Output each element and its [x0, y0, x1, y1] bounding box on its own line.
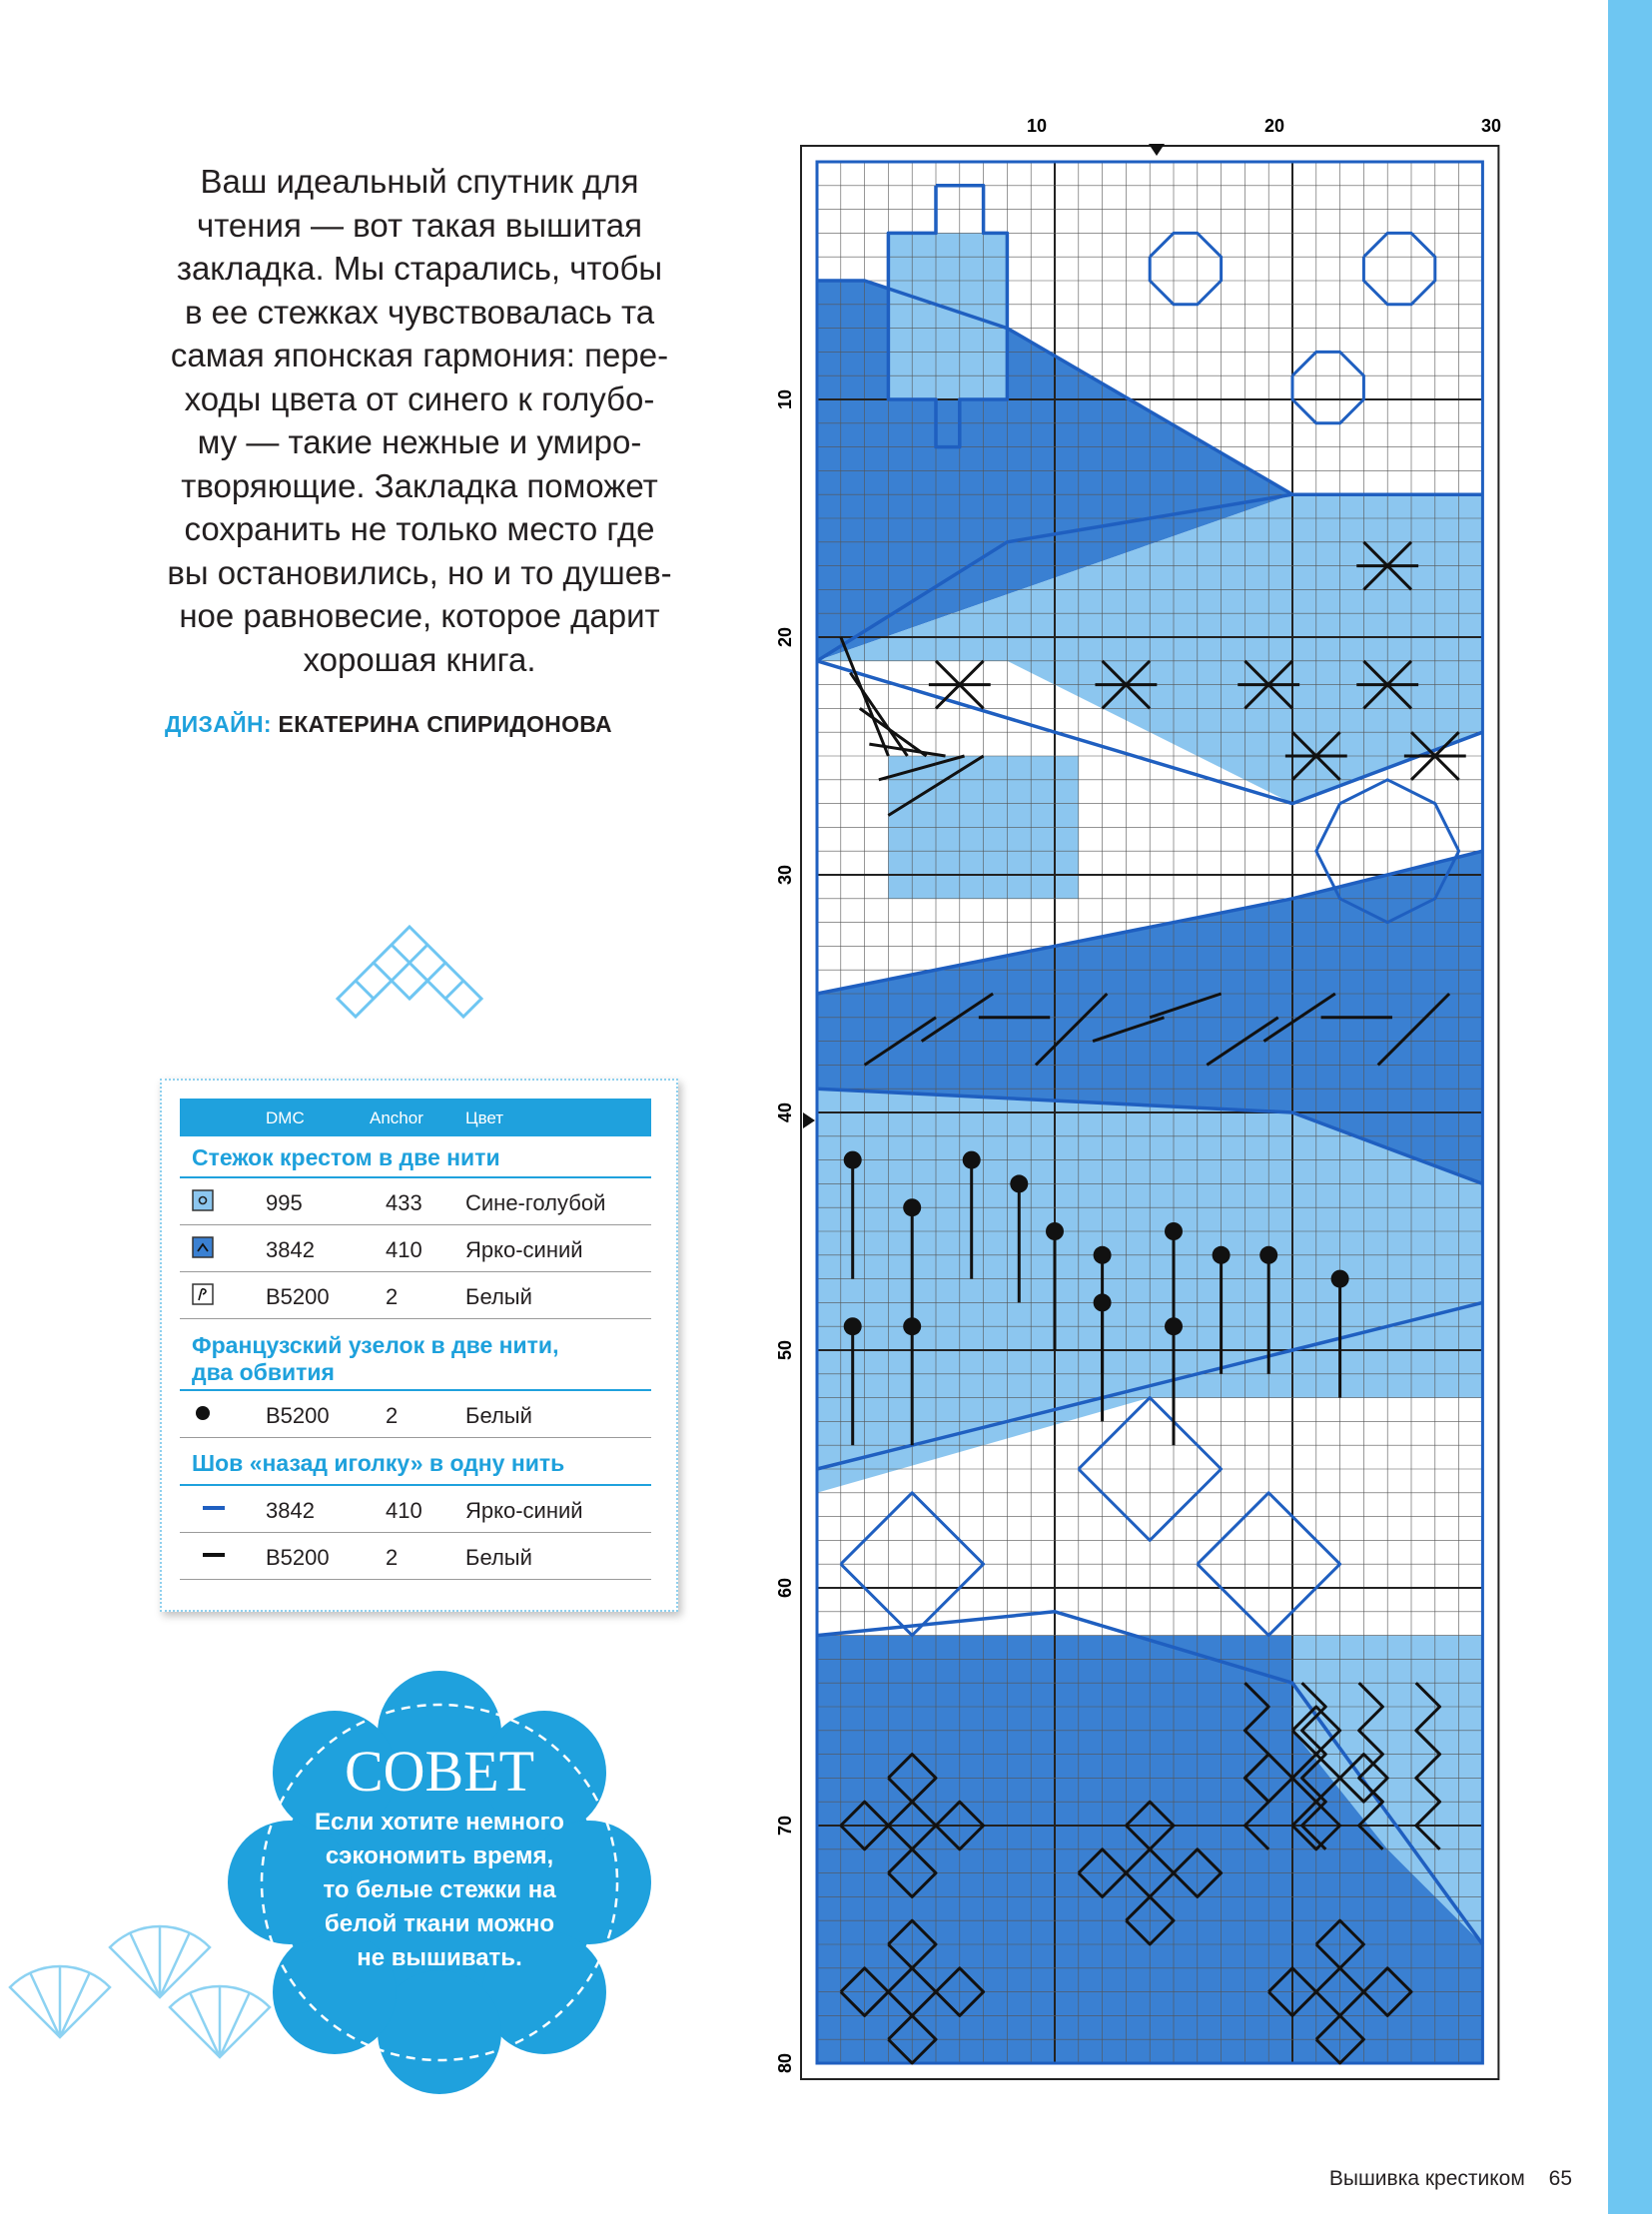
key-row — [180, 1225, 651, 1272]
tip-text-line: Если хотите немного — [315, 1809, 564, 1836]
key-dmc: 3842 — [266, 1498, 315, 1523]
tip-text-line: не вышивать. — [357, 1944, 522, 1971]
intro-line: самая японская гармония: пере- — [170, 337, 669, 373]
key-anchor: 2 — [386, 1284, 399, 1309]
design-credit — [165, 711, 612, 738]
dot-symbol-icon — [192, 1402, 214, 1424]
row-label: 20 — [775, 626, 795, 648]
key-header — [180, 1099, 651, 1136]
key-color: Белый — [465, 1403, 532, 1428]
row-label: 60 — [775, 1577, 795, 1599]
column-label: 10 — [1026, 116, 1048, 136]
key-color: Белый — [465, 1284, 532, 1309]
page-number: 65 — [1548, 2167, 1572, 2190]
key-anchor: 2 — [386, 1403, 399, 1428]
row-label: 80 — [775, 2052, 795, 2074]
key-section-title-line: два обвития — [192, 1359, 335, 1385]
row-label: 50 — [775, 1339, 795, 1361]
intro-line: закладка. Мы старались, чтобы — [176, 250, 663, 287]
key-row — [180, 1533, 651, 1580]
intro-line: в ее стежках чувствовалась та — [184, 293, 655, 331]
circle-symbol-icon — [192, 1189, 214, 1211]
page-footer — [1329, 2167, 1572, 2191]
caret-symbol-icon — [192, 1236, 214, 1258]
p-symbol-icon — [192, 1283, 214, 1305]
tip-title: СОВЕТ — [344, 1739, 535, 1804]
tip-text-line: белой ткани можно — [324, 1910, 555, 1937]
intro-line: Ваш идеальный спутник для — [200, 163, 639, 200]
key-anchor: 410 — [386, 1237, 422, 1262]
key-row — [180, 1272, 651, 1319]
intro-line: ходы цвета от синего к голубо- — [184, 379, 655, 417]
key-section-title — [192, 1332, 558, 1386]
row-label: 70 — [775, 1815, 795, 1837]
fan-ornament-icon — [0, 1917, 280, 2057]
key-anchor: 2 — [386, 1545, 399, 1570]
row-label: 10 — [775, 388, 795, 410]
key-dmc: 995 — [266, 1190, 303, 1215]
blue-line-symbol-icon — [192, 1497, 236, 1519]
intro-line: творяющие. Закладка поможет — [181, 466, 658, 504]
intro-line: вы остановились, но и то душев- — [167, 553, 672, 591]
row-labels — [775, 389, 795, 2073]
intro-line: чтения — вот такая вышитая — [197, 206, 642, 244]
key-color: Ярко-синий — [465, 1498, 583, 1523]
black-line-symbol-icon — [192, 1544, 236, 1566]
tip-text-line: сэкономить время, — [325, 1843, 554, 1869]
key-section-title: Шов «назад иголку» в одну нить — [192, 1450, 565, 1476]
chart-axis-labels — [1027, 116, 1501, 136]
intro-line: хорошая книга. — [303, 640, 536, 678]
key-section-title-line: Французский узелок в две нити, — [192, 1332, 559, 1358]
row-label: 30 — [775, 864, 795, 886]
key-dmc: B5200 — [266, 1403, 330, 1428]
key-dmc: 3842 — [266, 1237, 315, 1262]
right-edge-stripe — [1608, 0, 1652, 2214]
center-row-arrow-icon — [803, 1112, 815, 1128]
column-label: 20 — [1263, 116, 1285, 136]
center-column-arrow-icon — [1149, 144, 1165, 156]
key-row — [180, 1178, 651, 1225]
row-label: 40 — [775, 1102, 795, 1123]
key-header-dmc: DMC — [266, 1108, 305, 1127]
footer-section: Вышивка крестиком — [1328, 2167, 1525, 2190]
key-header-anchor: Anchor — [370, 1108, 423, 1127]
key-dmc: B5200 — [266, 1545, 330, 1570]
key-color: Ярко-синий — [465, 1237, 583, 1262]
key-row — [180, 1486, 651, 1533]
key-color: Белый — [465, 1545, 532, 1570]
tip-text — [250, 1806, 629, 1975]
tip-text-line: то белые стежки на — [323, 1876, 556, 1903]
intro-line: сохранить не только место где — [184, 510, 655, 547]
credit-label: ДИЗАЙН: — [165, 711, 272, 737]
key-color: Сине-голубой — [465, 1190, 606, 1215]
column-label: 30 — [1480, 116, 1501, 136]
intro-line: му — такие нежные и умиро- — [197, 423, 642, 460]
key-anchor: 410 — [386, 1498, 422, 1523]
cross-stitch-chart — [769, 110, 1501, 2097]
intro-line: ное равновесие, которое дарит — [179, 597, 660, 634]
key-dmc: B5200 — [266, 1284, 330, 1309]
key-anchor: 433 — [386, 1190, 422, 1215]
key-row — [180, 1391, 651, 1438]
key-header-color: Цвет — [465, 1108, 504, 1127]
intro-paragraph — [150, 160, 689, 681]
credit-name: ЕКАТЕРИНА СПИРИДОНОВА — [278, 711, 612, 737]
color-key — [160, 1079, 678, 1612]
key-section-title: Стежок крестом в две нити — [192, 1144, 500, 1170]
knot-ornament-icon — [330, 919, 489, 1029]
